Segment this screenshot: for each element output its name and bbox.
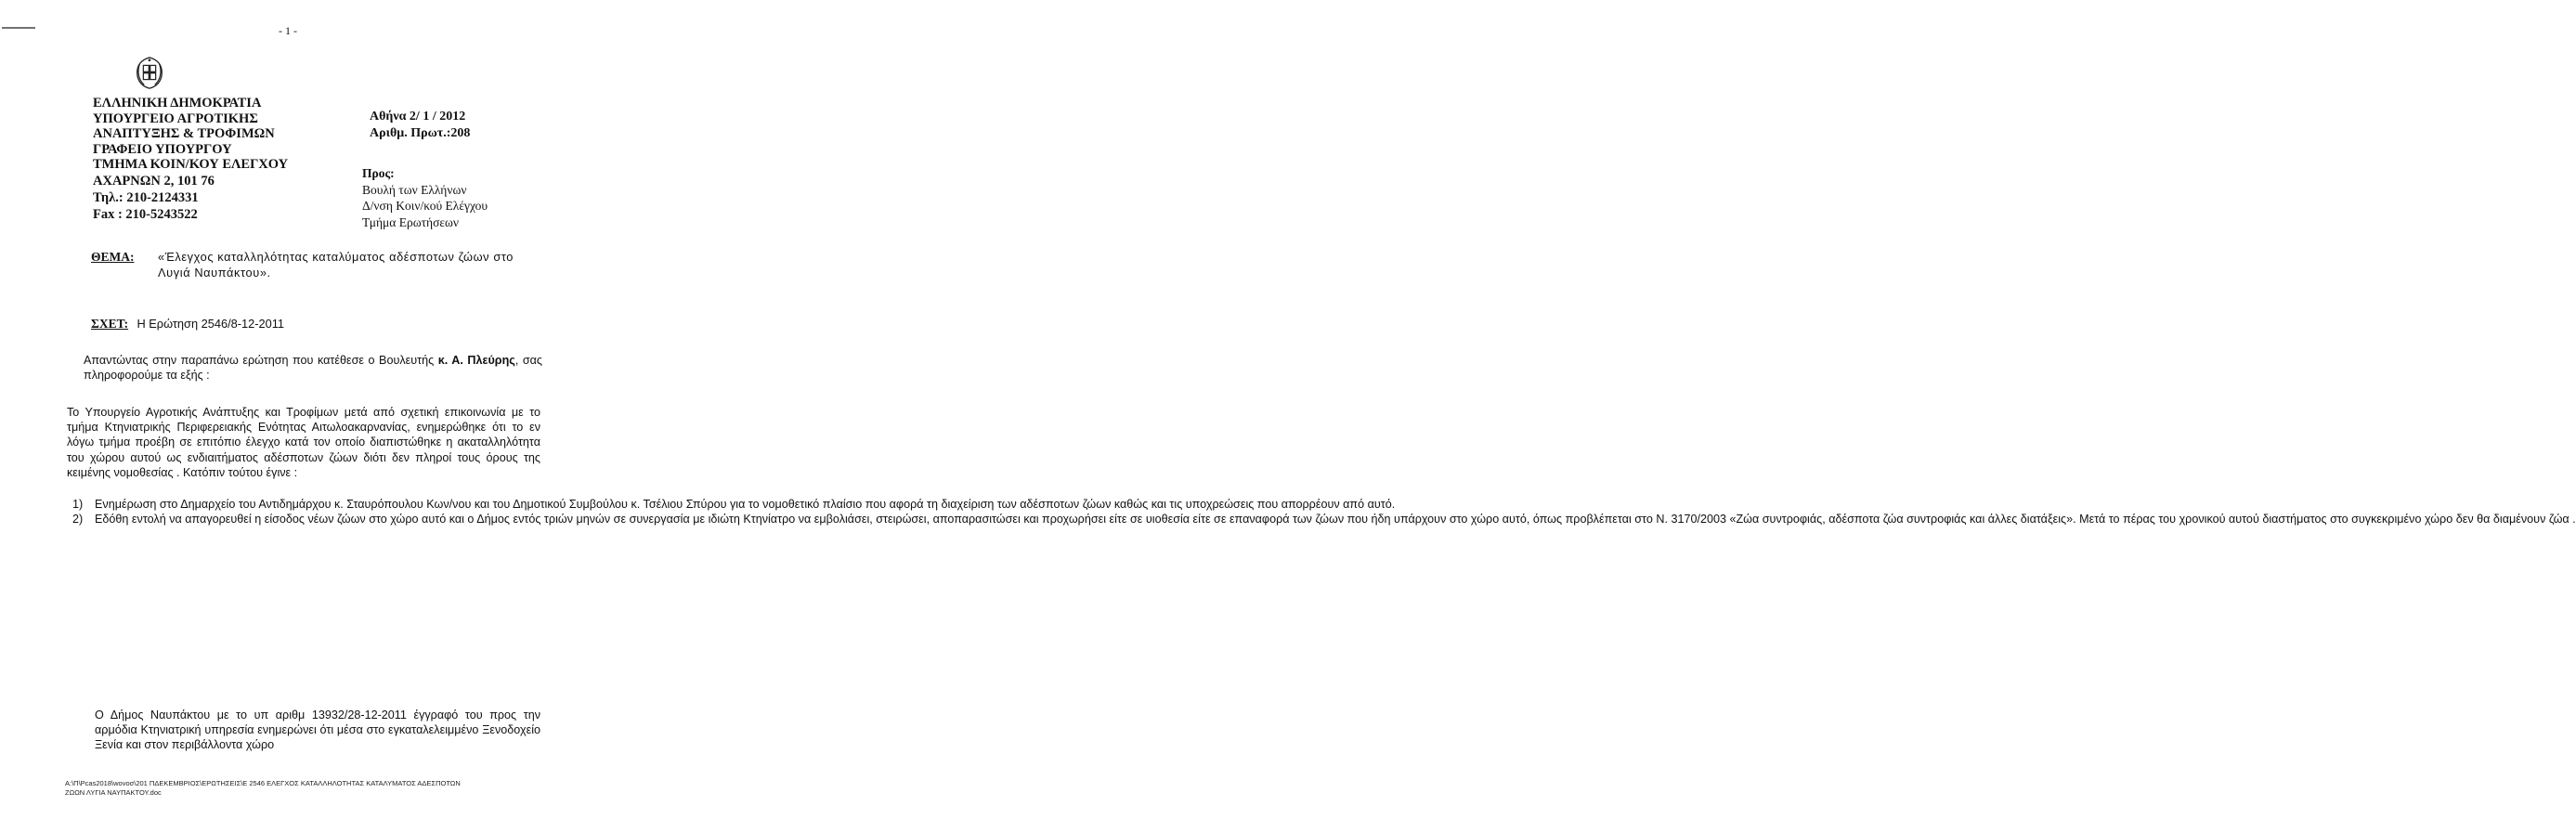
reference-label: ΣΧΕΤ: — [91, 317, 129, 331]
footer-line-2: ΖΩΩΝ ΛΥΓΙΑ ΝΑΥΠΑΚΤΟΥ.doc — [65, 788, 162, 797]
trailing-paragraph — [95, 708, 540, 753]
intro-paragraph — [84, 353, 542, 383]
letterhead — [93, 96, 288, 222]
subject-line-1: «Έλεγχος καταλληλότητας καταλύματος αδέσποτων ζώων στο — [158, 250, 514, 264]
scan-mark-icon — [2, 26, 35, 30]
intro-mp-name: κ. Α. Πλεύρης — [437, 354, 515, 367]
recipient-line: Βουλή των Ελλήνων — [362, 182, 467, 197]
protocol-number: Αριθμ. Πρωτ.:208 — [370, 126, 471, 140]
body-paragraph — [67, 405, 540, 480]
letterhead-line: Fax : 210-5243522 — [93, 206, 198, 222]
recipient-line: Τμήμα Ερωτήσεων — [362, 214, 460, 229]
letterhead-line: ΕΛΛΗΝΙΚΗ ΔΗΜΟΚΡΑΤΙΑ — [93, 96, 262, 110]
intro-text — [84, 353, 542, 383]
numbered-list — [67, 497, 2576, 526]
letterhead-line: ΑΧΑΡΝΩΝ 2, 101 76 — [93, 173, 215, 188]
date-line: Αθήνα 2/ 1 / 2012 — [370, 110, 466, 124]
recipients — [362, 165, 488, 230]
greek-coat-of-arms-icon — [132, 55, 167, 90]
list-item — [67, 512, 2576, 526]
recipients-label: Προς: — [362, 166, 395, 180]
body-paragraph-text: Το Υπουργείο Αγροτικής Ανάπτυξης και Τροφίμων μετά από σχετική επικοινωνία με το τμήμα Κτηνιατρικής Περιφερειακής Ενότητας Αιτωλοακαρνανίας, ενημερώθηκε ότι το εν λόγω τμήμα προέβη σε επιτόπιο έλεγχο κατά τον οποίο διαπιστώθηκε η ακαταλληλότητα του χώρου αυτού ως ενδιαιτήματος αδέσποτων ζώων διότι δεν πληροί τους όρους της κειμένης νομοθεσίας . Κατόπιν τούτου έγινε : — [67, 406, 540, 479]
intro-after: , σας πληροφορούμε τα εξής : — [84, 354, 542, 383]
page-number: - 1 - — [279, 24, 297, 37]
list-item-number: 2) — [72, 513, 84, 526]
list-item-text: Ενημέρωση στο Δημαρχείο του Αντιδημάρχου κ. Σταυρόπουλου Κων/νου και του Δημοτικού Συμβούλου κ. Τσέλιου Σπύρου για το νομοθετικό πλαίσιο που αφορά τη διαχείριση των αδέσποτων ζώων καθώς και τις υποχρεώσεις που απορρέουν από αυτό. — [95, 498, 1396, 511]
list-item-number: 1) — [72, 498, 84, 511]
subject-label — [91, 249, 135, 265]
footer-line-1: Α:\Π\Pcas2018\wovoσ\201 ΠΔΕΚΕΜΒΡΙΟΣ\ΕΡΩΤΗΣΕΙΣ\Ε 2546 ΕΛΕΓΧΟΣ ΚΑΤΑΛΛΗΛΟΤΗΤΑΣ ΚΑΤΑΛΥΜΑΤΟΣ ΑΔΕΣΠΟΤΩΝ — [65, 779, 461, 787]
subject-label-text: ΘΕΜΑ: — [91, 250, 135, 264]
letterhead-line: ΑΝΑΠΤΥΞΗΣ & ΤΡΟΦΙΜΩΝ — [93, 126, 275, 141]
list-item-text: Εδόθη εντολή να απαγορευθεί η είσοδος νέων ζώων στο χώρο αυτό και ο Δήμος εντός τριών μηνών σε συνεργασία με ιδιώτη Κτηνίατρο να εμβολιάσει, στειρώσει, αποπαρασιτώσει και προχωρήσει είτε σε υιοθεσία είτε σε επαναφορά των ζώων που ήδη υπάρχουν στο χώρο αυτό, όπως προβλέπεται στο Ν. 3170/2003 «Ζώα συντροφιάς, αδέσποτα ζώα συντροφιάς και άλλες διατάξεις». Μετά το πέρας του χρονικού αυτού διαστήματος στο συγκεκριμένο χώρο δεν θα διαμένουν ζώα . — [95, 513, 2576, 526]
intro-before: Απαντώντας στην παραπάνω ερώτηση που κατέθεσε ο Βουλευτής — [84, 354, 438, 367]
list-item — [67, 497, 1396, 512]
recipient-line: Δ/νση Κοιν/κού Ελέγχου — [362, 199, 488, 213]
date-block — [370, 109, 470, 142]
subject-line-2: Λυγιά Ναυπάκτου». — [158, 266, 271, 280]
reference-text: Η Ερώτηση 2546/8-12-2011 — [137, 317, 285, 331]
letterhead-line: ΤΜΗΜΑ ΚΟΙΝ/ΚΟΥ ΕΛΕΓΧΟΥ — [93, 157, 289, 172]
footer-file-path — [65, 779, 461, 798]
letterhead-line: ΥΠΟΥΡΓΕΙΟ ΑΓΡΟΤΙΚΗΣ — [93, 110, 258, 126]
trailing-paragraph-text: Ο Δήμος Ναυπάκτου με το υπ αριθμ 13932/28-12-2011 έγγραφό του προς την αρμόδια Κτηνιατρική υπηρεσία ενημερώνει ότι μέσα στο εγκαταλελειμμένο Ξενοδοχείο Ξενία και στον περιβάλλοντα χώρο — [95, 708, 540, 752]
letterhead-line: Τηλ.: 210-2124331 — [93, 190, 199, 205]
subject-text — [158, 249, 514, 280]
reference — [91, 316, 284, 332]
letterhead-line: ΓΡΑΦΕΙΟ ΥΠΟΥΡΓΟΥ — [93, 141, 232, 157]
